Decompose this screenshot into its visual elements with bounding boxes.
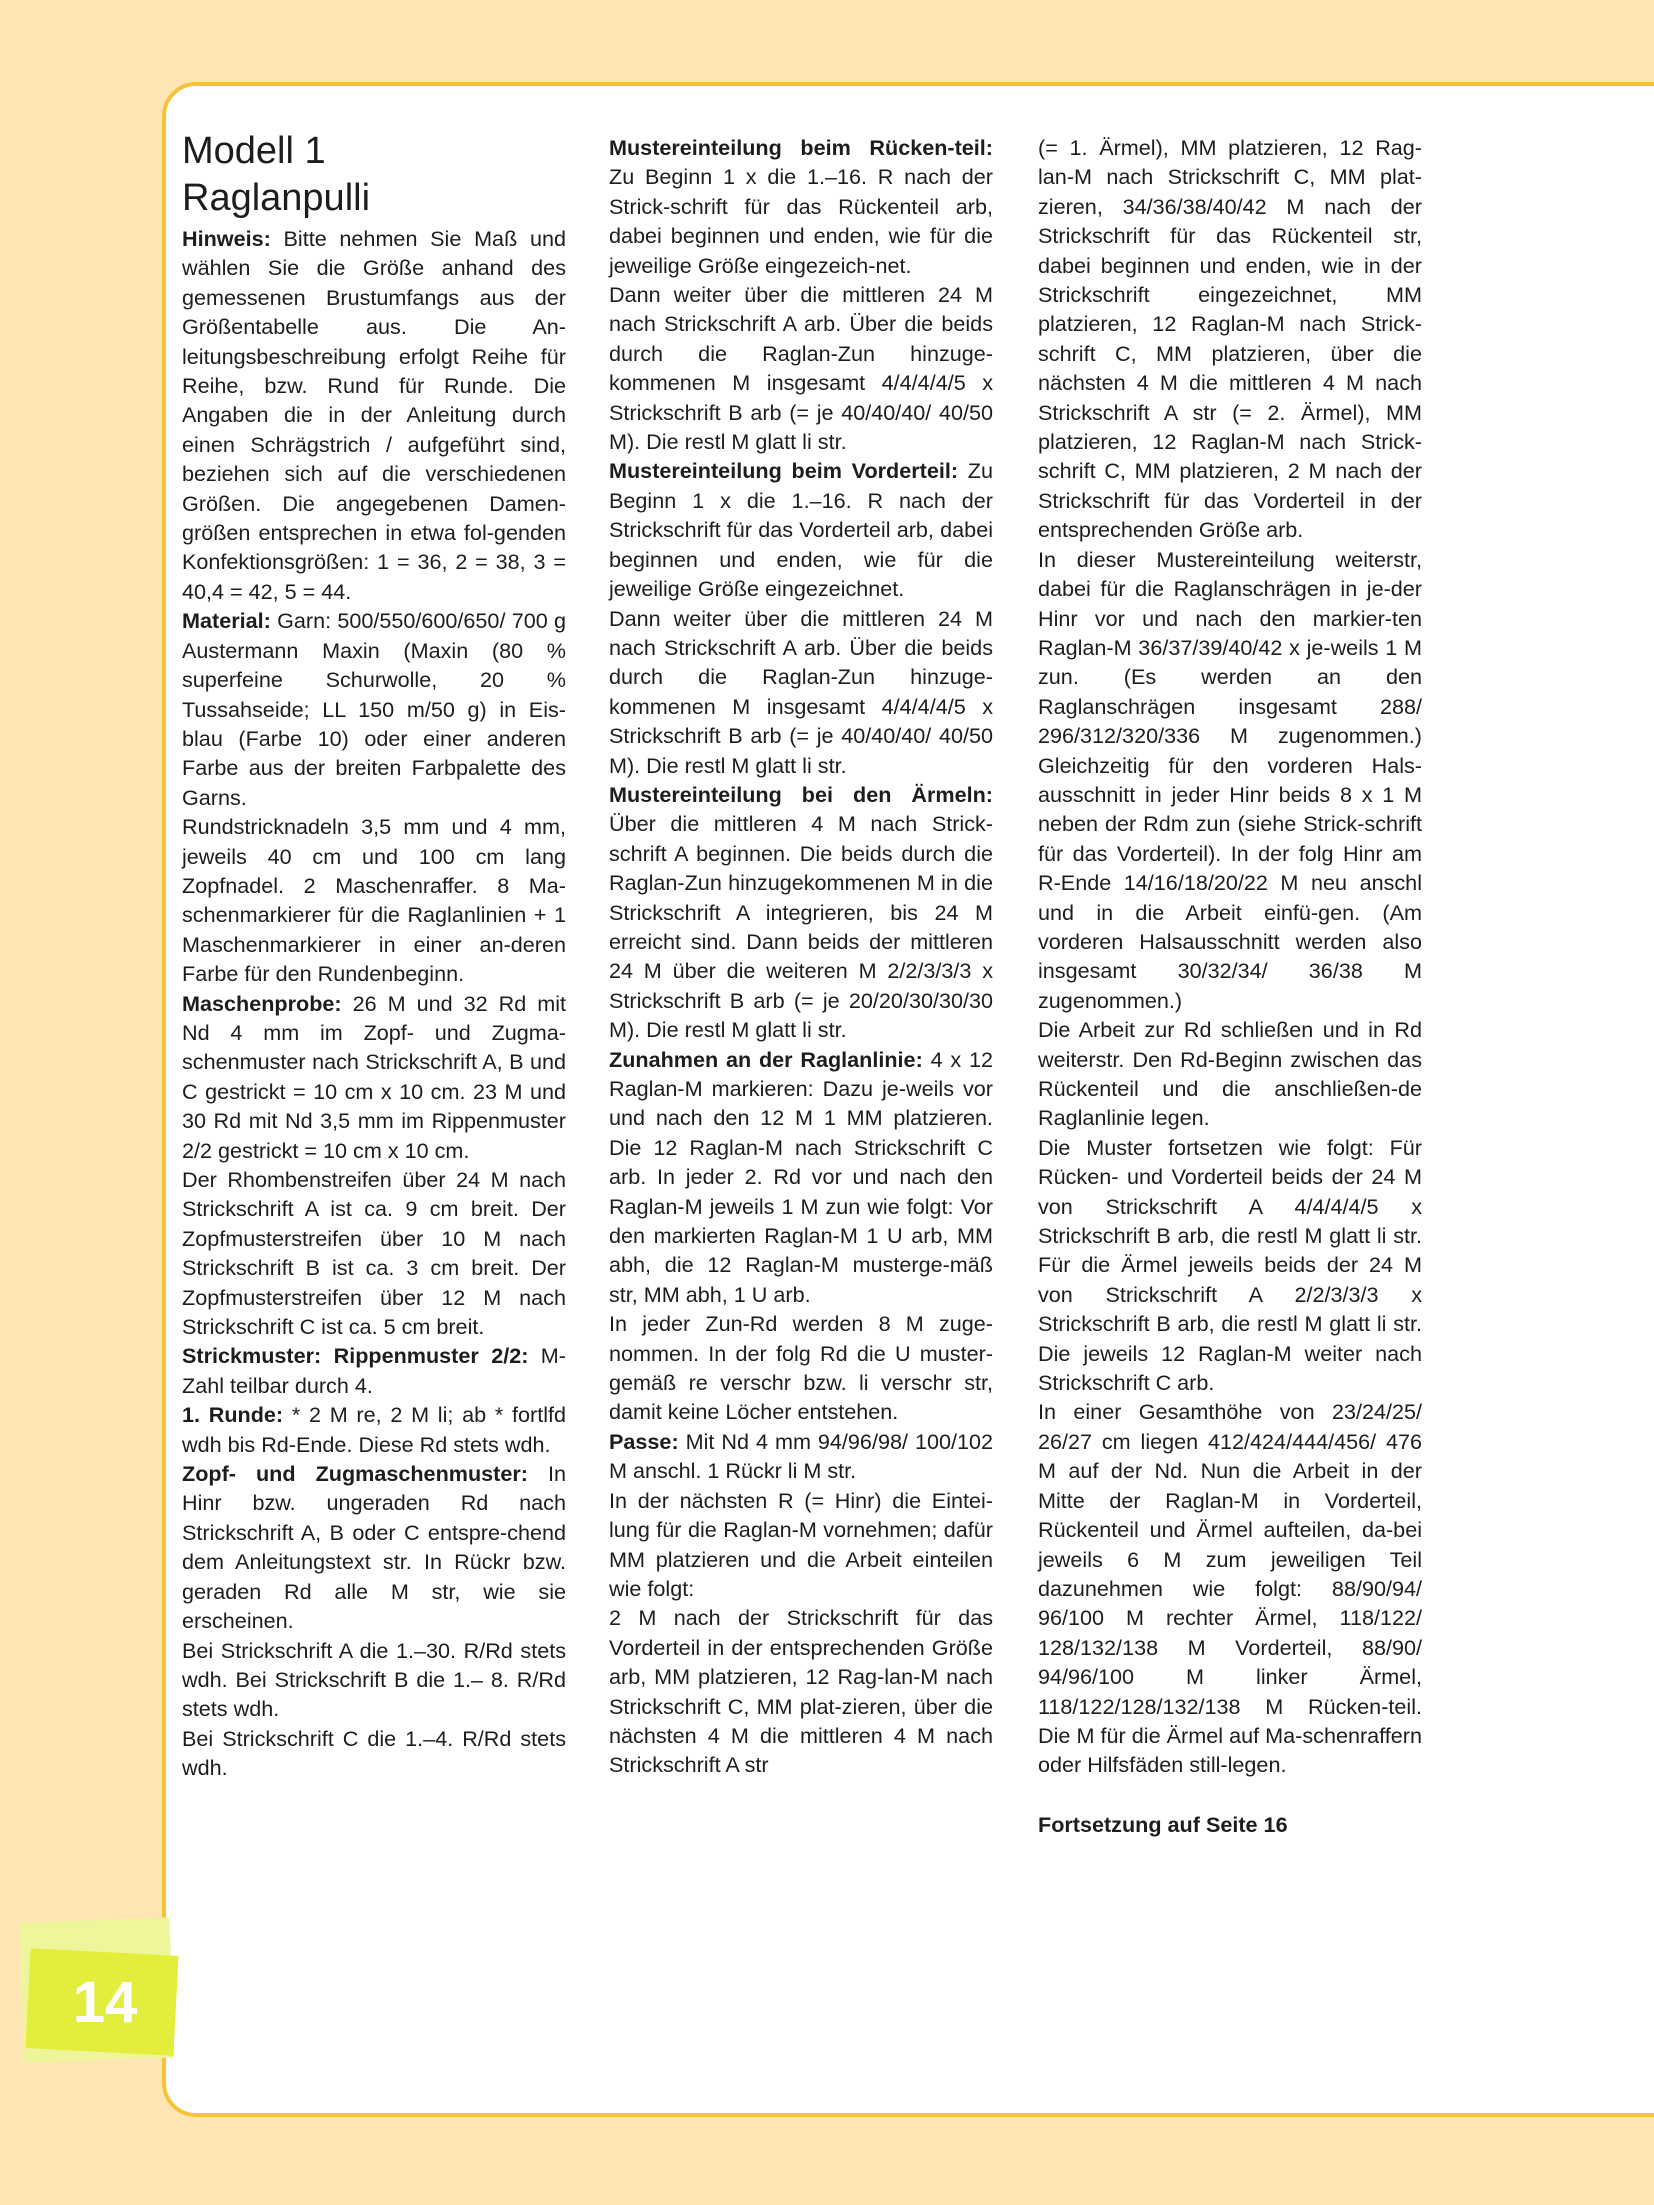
paragraph [182,1400,566,1459]
paragraph-text: Die Muster fortsetzen wie folgt: Für Rücken- und Vorderteil beids der 24 M von Strickschrift A 4/4/4/4/5 x Strickschrift B arb, die restl M glatt li str. Für die Ärmel jeweils beids der 24 M von Strickschrift A 2/2/3/3/3 x Strickschrift B arb, die restl M glatt li str. Die jeweils 12 Raglan-M weiter nach Strickschrift C arb. [1038,1134,1422,1396]
paragraph-text: Zu Beginn 1 x die 1.–16. R nach der Strick-schrift für das Rückenteil arb, dabei beginnen und enden, wie für die jeweilige Größe eingezeich-net. [609,164,993,278]
continuation-note [1038,1810,1422,1839]
paragraph [1038,1015,1422,1133]
paragraph [609,1603,993,1779]
paragraph [609,1427,993,1486]
paragraph [182,989,566,1165]
paragraph-text: Die Arbeit zur Rd schließen und in Rd weiterstr. Den Rd-Beginn zwischen das Rückenteil und die anschließen-de Raglanlinie legen. [1038,1017,1422,1131]
paragraph [182,224,566,606]
paragraph-text: 4 x 12 Raglan-M markieren: Dazu je-weils vor und nach den 12 M 1 MM platzieren. Die 12 Raglan-M nach Strickschrift C arb. In jeder 2. Rd vor und nach den Raglan-M jeweils 1 M zun wie folgt: Vor den markierten Raglan-M 1 U arb, MM abh, die 12 Raglan-M musterge-mäß str, MM abh, 1 U arb. [609,1046,993,1307]
paragraph [182,812,566,988]
column-1 [182,128,566,1783]
paragraph-text: * 2 M re, 2 M li; ab * fortlfd wdh bis Rd-Ende. Diese Rd stets wdh. [182,1402,566,1457]
page-title [182,128,566,222]
paragraph [609,1045,993,1310]
paragraph-heading: Passe: [609,1428,679,1454]
paragraph-text: Über die mittleren 4 M nach Strick-schrift A beginnen. Die beids durch die Raglan-Zun hinzugekommenen M in die Strickschrift A integrieren, bis 24 M erreicht sind. Dann beids der mittleren 24 M über die weiteren M 2/2/3/3/3 x Strickschrift B arb (= je 20/20/30/30/30 M). Die restl M glatt li str. [609,811,993,1043]
paragraph-text: In dieser Mustereinteilung weiterstr, dabei für die Raglanschrägen in je-der Hinr vor und nach den markier-ten Raglan-M 36/37/39/40/42 x je-weils 1 M zun. (Es werden an den Raglanschrägen insgesamt 288/ 296/312/320/336 M zugenommen.) Gleichzeitig für den vorderen Hals-ausschnitt in jeder Hinr beids 8 x 1 M neben der Rdm zun (siehe Strick-schrift für das Vorderteil). In der folg Hinr am R-Ende 14/16/18/20/22 M neu anschl und in die Arbeit einfü-gen. (Am vorderen Halsausschnitt werden also insgesamt 30/32/34/ 36/38 M zugenommen.) [1038,546,1422,1013]
column-1-body [182,224,566,1783]
paragraph-heading: Zopf- und Zugmaschenmuster: [182,1461,528,1487]
paragraph [182,1724,566,1783]
paragraph-heading: Hinweis: [182,226,271,251]
paragraph-heading: Material: [182,608,271,634]
paragraph-text: Bitte nehmen Sie Maß und wählen Sie die Größe anhand des gemessenen Brustumfangs aus der Größentabelle aus. Die An-leitungsbeschreibung erfolgt Reihe für Reihe, bzw. Rund für Runde. Die Angaben die in der Anleitung durch einen Schrägstrich / aufgeführt sind, beziehen sich auf die verschiedenen Größen. Die angegebenen Damen-größen entsprechen in etwa fol-genden Konfektionsgrößen: 1 = 36, 2 = 38, 3 = 40,4 = 42, 5 = 44. [182,226,566,604]
paragraph-heading: 1. Runde: [182,1402,284,1428]
paragraph-heading: Mustereinteilung beim Rücken-teil: [609,135,993,160]
paragraph-text: In Hinr bzw. ungeraden Rd nach Strickschrift A, B oder C entspre-chend dem Anleitungstext str. In Rückr bzw. geraden Rd alle M str, wie sie erscheinen. [182,1461,566,1634]
paragraph-text: 26 M und 32 Rd mit Nd 4 mm im Zopf- und Zugma-schenmuster nach Strickschrift A, B und C gestrickt = 10 cm x 10 cm. 23 M und 30 Rd mit Nd 3,5 mm im Rippenmuster 2/2 gestrickt = 10 cm x 10 cm. [182,990,566,1163]
paragraph-text: Rundstricknadeln 3,5 mm und 4 mm, jeweils 40 cm und 100 cm lang Zopfnadel. 2 Maschenraffer. 8 Ma-schenmarkierer für die Raglanlinien + 1 Maschenmarkierer in einer an-deren Farbe für den Rundenbeginn. [182,814,566,987]
paragraph [1038,1397,1422,1779]
paragraph [609,1486,993,1604]
column-2-body [609,133,993,1780]
spacer [1038,1780,1422,1810]
paragraph-text: 2 M nach der Strickschrift für das Vorderteil in der entsprechenden Größe arb, MM platzieren, 12 Rag-lan-M nach Strickschrift C, MM plat-zieren, über die nächsten 4 M die mittleren 4 M nach Strickschrift A str [609,1605,993,1778]
paragraph [1038,133,1422,545]
paragraph-text: Zu Beginn 1 x die 1.–16. R nach der Strickschrift für das Vorderteil arb, dabei beginnen und enden, wie für die jeweilige Größe eingezeichnet. [609,458,993,602]
paragraph [609,133,993,280]
paragraph-text: Dann weiter über die mittleren 24 M nach Strickschrift A arb. Über die beids durch die Raglan-Zun hinzuge-kommenen M insgesamt 4/4/4/4/5 x Strickschrift B arb (= je 40/40/40/ 40/50 M). Die restl M glatt li str. [609,282,993,455]
paragraph-heading: Maschenprobe: [182,990,342,1016]
paragraph-text: Bei Strickschrift C die 1.–4. R/Rd stets wdh. [182,1725,566,1781]
paragraph-text: Garn: 500/550/600/650/ 700 g Austermann Maxin (Maxin (80 % superfeine Schurwolle, 20 % Tussahseide; LL 150 m/50 g) in Eis-blau (Farbe 10) oder einer anderen Farbe aus der breiten Farbpalette des Garns. [182,608,566,810]
column-3 [1038,133,1422,1839]
paragraph-heading: Strickmuster: Rippenmuster 2/2: [182,1343,529,1369]
paragraph [182,1636,566,1724]
paragraph [1038,1133,1422,1398]
paragraph-text: (= 1. Ärmel), MM platzieren, 12 Rag-lan-M nach Strickschrift C, MM plat-zieren, 34/36/38/40/42 M nach der Strickschrift für das Rückenteil str, dabei beginnen und enden, wie in der Strickschrift eingezeichnet, MM platzieren, 12 Raglan-M nach Strick-schrift C, MM platzieren, über die nächsten 4 M die mittleren 4 M nach Strickschrift A str (= 2. Ärmel), MM platzieren, 12 Raglan-M nach Strick-schrift C, MM platzieren, 2 M nach der Strickschrift für das Vorderteil in der entsprechenden Größe arb. [1038,135,1422,543]
continuation-text: Fortsetzung auf Seite 16 [1038,1811,1288,1837]
paragraph-text: M-Zahl teilbar durch 4. [182,1343,566,1398]
paragraph [609,604,993,780]
title-garment: Raglanpulli [182,177,371,219]
paragraph [182,1341,566,1400]
paragraph-text: Mit Nd 4 mm 94/96/98/ 100/102 M anschl. 1 Rückr li M str. [609,1428,993,1484]
paragraph [609,280,993,456]
paragraph-text: Bei Strickschrift A die 1.–30. R/Rd stets wdh. Bei Strickschrift B die 1.– 8. R/Rd stets wdh. [182,1637,566,1722]
column-2 [609,133,993,1780]
paragraph-text: In einer Gesamthöhe von 23/24/25/ 26/27 cm liegen 412/424/444/456/ 476 M auf der Nd. Nun die Arbeit in der Mitte der Raglan-M in Vorderteil, Rückenteil und Ärmel aufteilen, da-bei jeweils 6 M zum jeweiligen Teil dazunehmen wie folgt: 88/90/94/ 96/100 M rechter Ärmel, 118/122/ 128/132/138 M Vorderteil, 88/90/ 94/96/100 M linker Ärmel, 118/122/128/132/138 M Rücken-teil. Die M für die Ärmel auf Ma-schenraffern oder Hilfsfäden still-legen. [1038,1399,1422,1778]
page-number: 14 [72,1970,138,2035]
column-3-body [1038,133,1422,1780]
paragraph-heading: Mustereinteilung bei den Ärmeln: [609,781,993,807]
paragraph [609,456,993,603]
paragraph-text: In der nächsten R (= Hinr) die Eintei-lung für die Raglan-M vornehmen; dafür MM platzieren und die Arbeit einteilen wie folgt: [609,1487,993,1601]
paragraph [182,606,566,812]
paragraph [609,780,993,1045]
paragraph-heading: Zunahmen an der Raglanlinie: [609,1046,923,1072]
paragraph-text: In jeder Zun-Rd werden 8 M zuge-nommen. In der folg Rd die U muster-gemäß re verschr bzw. li verschr str, damit keine Löcher entstehen. [609,1311,993,1425]
paragraph-text: Dann weiter über die mittleren 24 M nach Strickschrift A arb. Über die beids durch die Raglan-Zun hinzuge-kommenen M insgesamt 4/4/4/4/5 x Strickschrift B arb (= je 40/40/40/ 40/50 M). Die restl M glatt li str. [609,605,993,778]
paragraph-heading: Mustereinteilung beim Vorderteil: [609,458,959,484]
paragraph [182,1459,566,1635]
paragraph [1038,545,1422,1016]
paragraph-text: Der Rhombenstreifen über 24 M nach Strickschrift A ist ca. 9 cm breit. Der Zopfmusterstreifen über 10 M nach Strickschrift B ist ca. 3 cm breit. Der Zopfmusterstreifen über 12 M nach Strickschrift C ist ca. 5 cm breit. [182,1167,566,1340]
title-model: Modell 1 [182,130,326,172]
paragraph [182,1165,566,1341]
paragraph [609,1309,993,1427]
